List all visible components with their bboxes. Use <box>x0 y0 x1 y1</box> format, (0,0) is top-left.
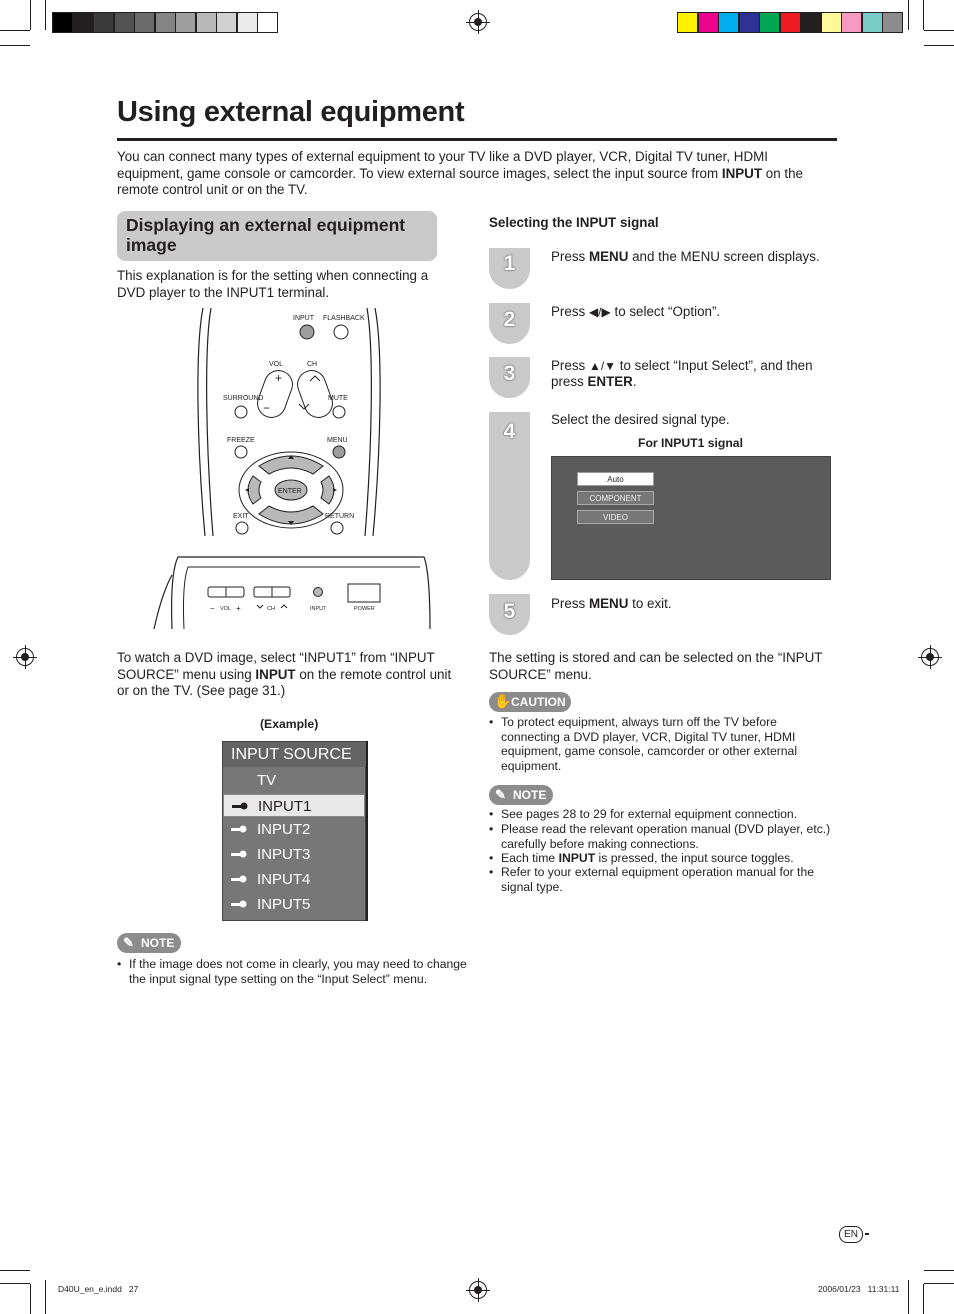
signal-option-video[interactable]: VIDEO <box>577 510 654 524</box>
menu-item-input4[interactable] <box>223 868 365 891</box>
explanation-text: This explanation is for the setting when connecting a DVD player to the INPUT1 terminal. <box>117 268 429 300</box>
tv-label-vol: VOL <box>220 606 232 612</box>
step-text-3: Press ▲/▼ to select “Input Select”, and then press ENTER. <box>551 358 813 389</box>
page-title: Using external equipment <box>117 96 465 128</box>
remote-label-mute: MUTE <box>328 395 348 402</box>
intro-tail: on the remote control unit or on the TV. <box>117 165 803 197</box>
menu-item-input5[interactable] <box>223 893 365 916</box>
svg-text:−: − <box>263 401 271 415</box>
registration-mark-top-icon <box>469 13 487 31</box>
registration-mark-right-icon <box>921 648 939 666</box>
note-text-left: • If the image does not come in clearly, you may need to change the input signal type setting on the “Input Select” menu. <box>117 957 469 986</box>
color-swatch <box>698 12 719 33</box>
subhead-selecting-input: Selecting the INPUT signal <box>489 215 659 230</box>
section-title: Displaying an external equipment image <box>126 215 406 255</box>
gray-swatch <box>134 12 155 33</box>
menu-button <box>333 446 345 458</box>
flashback-button <box>334 325 348 339</box>
gray-swatch <box>216 12 237 33</box>
gray-swatch <box>196 12 217 33</box>
tv-label-ch: CH <box>267 606 275 612</box>
example-label: (Example) <box>260 717 319 731</box>
dpad-left <box>248 476 261 504</box>
input-button <box>300 325 314 339</box>
mute-button <box>333 406 345 418</box>
caution-badge <box>489 692 571 712</box>
remote-label-menu: MENU <box>327 437 348 444</box>
note-right-2: • Please read the relevant operation manual (DVD player, etc.) carefully before making connections. <box>489 822 836 851</box>
step-number-2: 2 <box>503 308 516 331</box>
signal-option-component[interactable]: COMPONENT <box>577 491 654 505</box>
surround-button <box>235 406 247 418</box>
menu-item-input1[interactable] <box>223 794 365 817</box>
remote-control-illustration <box>195 308 395 536</box>
menu-item-label: INPUT5 <box>257 895 311 913</box>
tv-input-button <box>314 588 323 597</box>
note-label-left: NOTE <box>141 936 175 950</box>
note-right-3: • Each time INPUT is pressed, the input source toggles. <box>489 851 836 866</box>
signal-caption: For INPUT1 signal <box>638 436 743 450</box>
freeze-button <box>235 446 247 458</box>
step-number-1: 1 <box>503 252 516 275</box>
tv-label-power: POWER <box>354 606 375 612</box>
remote-label-ch: CH <box>307 361 318 368</box>
menu-item-label: INPUT2 <box>257 821 311 839</box>
note-pencil-icon-right: ✎ <box>495 787 506 802</box>
gray-swatch <box>237 12 258 33</box>
color-swatch <box>759 12 780 33</box>
intro-paragraph <box>117 149 837 199</box>
menu-title: INPUT SOURCE <box>223 742 367 767</box>
caution-text: • To protect equipment, always turn off the TV before connecting a DVD player, VCR, Digital TV tuner, HDMI equipment, game console, camcorder or other external equipment. <box>489 715 831 773</box>
svg-text:+: + <box>275 371 283 385</box>
step-text-5: Press MENU to exit. <box>551 596 672 611</box>
gray-swatch <box>257 12 278 33</box>
registration-mark-left-icon <box>16 648 34 666</box>
gray-swatch <box>52 12 73 33</box>
caution-hand-icon: ✋ <box>494 693 512 709</box>
timestamp: 2006/01/23 11:31:11 <box>818 1284 900 1294</box>
note-badge-right <box>489 785 553 805</box>
color-swatch <box>841 12 862 33</box>
color-swatch <box>821 12 842 33</box>
page-dot <box>865 1233 869 1235</box>
note-label-right: NOTE <box>513 788 547 802</box>
color-swatch <box>800 12 821 33</box>
watch-paragraph <box>117 650 462 700</box>
remote-label-freeze: FREEZE <box>227 437 255 444</box>
gray-swatch <box>175 12 196 33</box>
caution-label: CAUTION <box>511 695 566 709</box>
svg-text:+: + <box>236 604 241 613</box>
dpad-right <box>321 476 334 504</box>
watch-text-b: on the remote control unit or on the TV. (See page 31.) <box>117 666 452 698</box>
color-swatch <box>677 12 698 33</box>
exit-button <box>236 522 248 534</box>
note-right-4: • Refer to your external equipment operation manual for the signal type. <box>489 865 836 894</box>
language-badge: EN <box>839 1226 863 1243</box>
menu-item-label: INPUT1 <box>258 797 312 815</box>
remote-label-surround: SURROUND <box>223 395 264 402</box>
ch-rocker <box>294 367 337 422</box>
gray-swatch <box>93 12 114 33</box>
menu-item-label: TV <box>257 772 277 789</box>
remote-label-return: RETURN <box>325 513 355 520</box>
signal-select-screen <box>551 456 831 580</box>
menu-item-input3[interactable] <box>223 843 365 866</box>
up-down-arrows-icon: ▲/▼ <box>588 359 617 373</box>
step-number-4: 4 <box>503 420 516 443</box>
svg-text:−: − <box>210 604 215 613</box>
menu-shadow-edge <box>366 741 368 921</box>
menu-item-tv[interactable] <box>223 769 365 792</box>
remote-label-exit: EXIT <box>233 513 249 520</box>
tv-power-button <box>348 584 380 602</box>
intro-text: You can connect many types of external equipment to your TV like a DVD player, VCR, Digital TV tuner, HDMI equipment, game console or camcorder. To view external source images, select the input source from <box>117 149 768 181</box>
step-text-2: Press ◀/▶ to select “Option”. <box>551 304 721 319</box>
step-text-4: Select the desired signal type. <box>551 412 730 427</box>
input-plug-icon <box>231 825 247 833</box>
step-number-3: 3 <box>503 362 516 385</box>
remote-label-flashback: FLASHBACK <box>323 315 365 322</box>
input-plug-icon <box>231 900 247 908</box>
remote-label-vol: VOL <box>269 361 284 368</box>
step-text-1: Press MENU and the MENU screen displays. <box>551 249 820 264</box>
gray-swatch <box>114 12 135 33</box>
note-badge-left <box>117 933 181 953</box>
menu-item-label: INPUT4 <box>257 870 311 888</box>
tv-panel-illustration <box>140 553 440 633</box>
remote-label-input: INPUT <box>293 315 314 322</box>
color-swatch <box>780 12 801 33</box>
watch-bold: INPUT <box>255 666 296 682</box>
stored-text: The setting is stored and can be selected on the “INPUT SOURCE” menu. <box>489 650 823 682</box>
signal-option-auto[interactable]: Auto <box>577 472 654 486</box>
file-info: D40U_en_e.indd 27 <box>58 1284 139 1294</box>
color-swatch <box>718 12 739 33</box>
note-right-1: • See pages 28 to 29 for external equipment connection. <box>489 807 836 822</box>
step-number-5: 5 <box>503 600 516 623</box>
input-source-menu <box>222 741 366 921</box>
title-rule <box>117 138 837 141</box>
color-swatch <box>882 12 903 33</box>
registration-mark-bottom-icon <box>469 1281 487 1299</box>
input-plug-icon <box>231 850 247 858</box>
note-pencil-icon: ✎ <box>123 935 134 950</box>
left-right-arrows-icon: ◀/▶ <box>588 305 611 319</box>
menu-item-label: INPUT3 <box>257 846 311 864</box>
gray-swatch <box>155 12 176 33</box>
intro-bold: INPUT <box>721 165 763 181</box>
return-button <box>331 522 343 534</box>
remote-label-enter: ENTER <box>278 488 302 495</box>
color-swatch <box>862 12 883 33</box>
input-plug-icon <box>232 802 248 810</box>
tv-label-input: INPUT <box>310 606 327 612</box>
menu-item-input2[interactable] <box>223 818 365 841</box>
input-plug-icon <box>231 875 247 883</box>
gray-swatch <box>73 12 94 33</box>
color-swatch <box>739 12 760 33</box>
watch-text-a: To watch a DVD image, select “INPUT1” from “INPUT SOURCE” menu using <box>117 650 435 682</box>
